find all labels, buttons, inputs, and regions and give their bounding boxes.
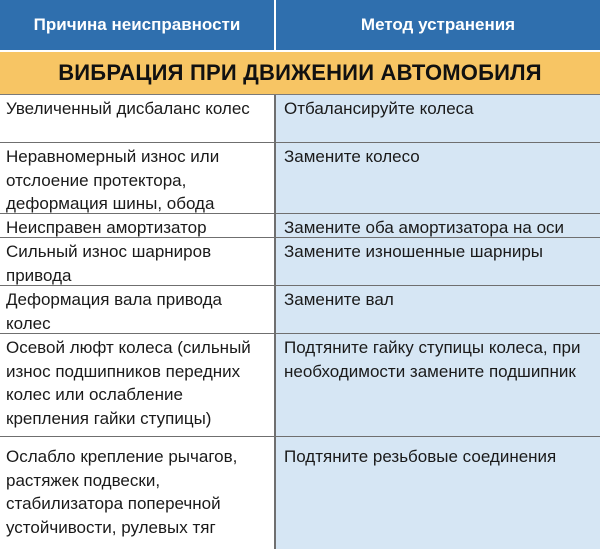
fix-cell: Замените колесо bbox=[276, 143, 600, 213]
fix-cell: Замените вал bbox=[276, 286, 600, 333]
header-method: Метод устранения bbox=[276, 0, 600, 50]
table-header bbox=[0, 0, 600, 50]
cause-cell: Сильный износ шарниров привода bbox=[0, 238, 274, 285]
table-row bbox=[0, 238, 600, 286]
table-row bbox=[0, 286, 600, 334]
cause-cell: Неравномерный износ или отслоение протектора, деформация шины, обода bbox=[0, 143, 274, 213]
fix-cell: Подтяните гайку ступицы колеса, при необходимости замените подшипник bbox=[276, 334, 600, 436]
table-row bbox=[0, 334, 600, 437]
fix-cell: Подтяните резьбовые соединения bbox=[276, 437, 600, 549]
cause-cell: Неисправен амортизатор bbox=[0, 214, 274, 237]
table-row bbox=[0, 437, 600, 549]
table-body bbox=[0, 95, 600, 549]
fix-cell: Замените оба амортизатора на оси bbox=[276, 214, 600, 237]
table-row bbox=[0, 95, 600, 143]
fix-cell: Отбалансируйте колеса bbox=[276, 95, 600, 142]
section-title: ВИБРАЦИЯ ПРИ ДВИЖЕНИИ АВТОМОБИЛЯ bbox=[0, 52, 600, 95]
cause-cell: Деформация вала привода колес bbox=[0, 286, 274, 333]
header-cause: Причина неисправности bbox=[0, 0, 274, 50]
cause-cell: Увеличенный дисбаланс колес bbox=[0, 95, 274, 142]
table-row bbox=[0, 214, 600, 238]
fix-cell: Замените изношенные шарниры bbox=[276, 238, 600, 285]
cause-cell: Осевой люфт колеса (сильный износ подшипников передних колес или ослабление крепления гайки ступицы) bbox=[0, 334, 274, 436]
cause-cell: Ослабло крепление рычагов, растяжек подвески, стабилизатора поперечной устойчивости, рулевых тяг bbox=[0, 437, 274, 549]
table-row bbox=[0, 143, 600, 214]
